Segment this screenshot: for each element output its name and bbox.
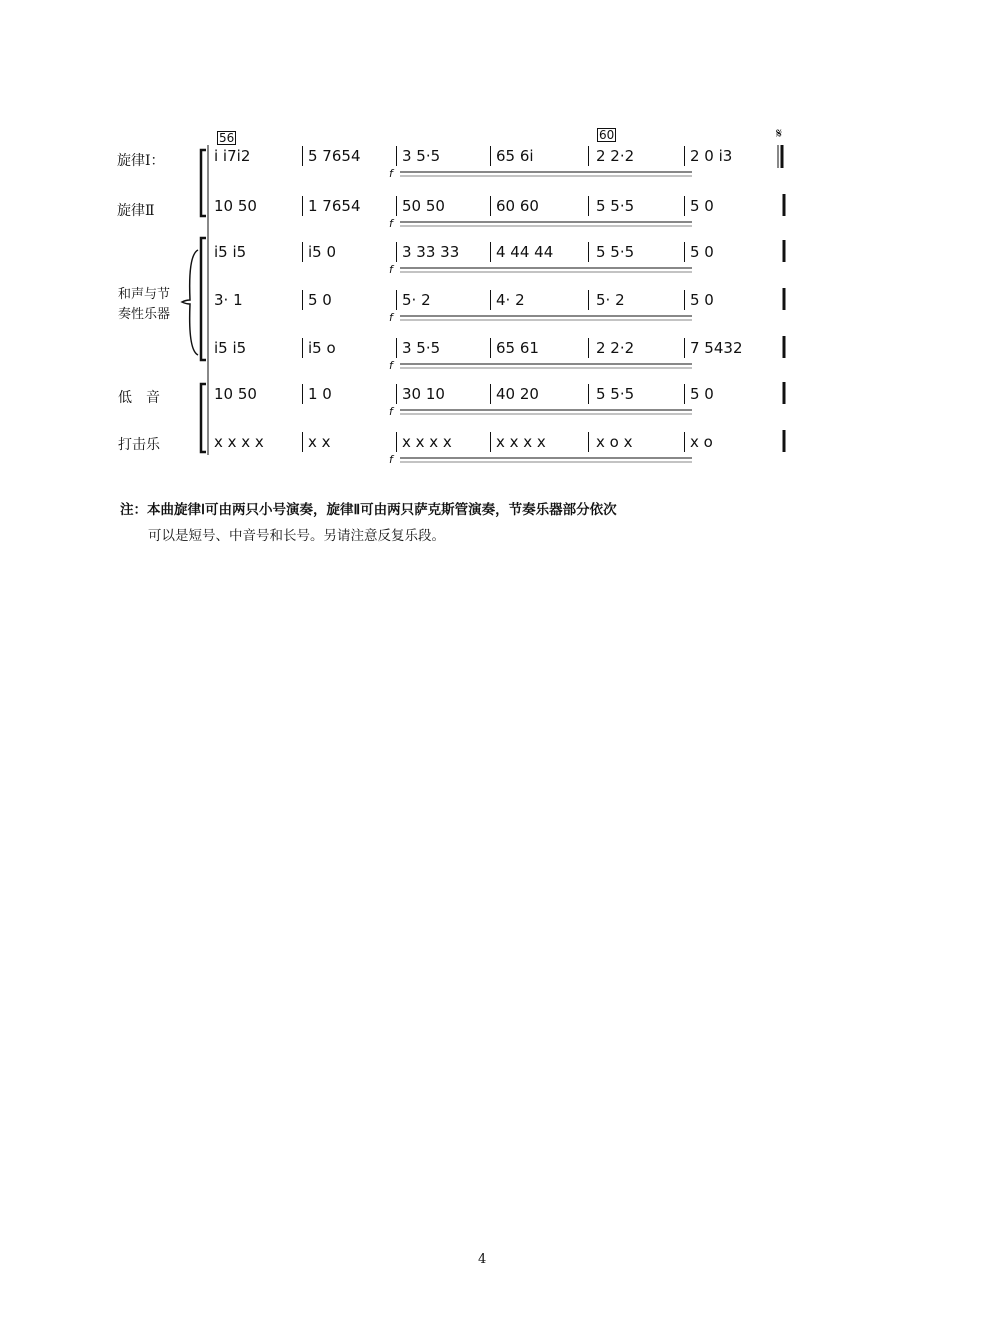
bar-line — [490, 338, 491, 358]
bar-line — [396, 290, 397, 310]
bar-line — [490, 196, 491, 216]
rehearsal-mark-60: 60 — [599, 128, 615, 142]
measure-cell: 30 10 — [402, 385, 445, 403]
dynamic-forte: f — [389, 405, 393, 418]
bar-line — [684, 384, 685, 404]
measure-cell: 5· 2 — [596, 291, 625, 309]
measure-cell: 60 60 — [496, 197, 539, 215]
bar-line — [684, 432, 685, 452]
bar-line — [302, 290, 303, 310]
bar-line — [302, 196, 303, 216]
measure-cell: 65 6i — [496, 147, 534, 165]
measure-cell: 5 5·5 — [596, 243, 635, 261]
measure-cell: 50 50 — [402, 197, 445, 215]
bar-line — [490, 290, 491, 310]
bar-line — [302, 146, 303, 166]
measure-cell: 5· 2 — [402, 291, 431, 309]
measure-cell: 40 20 — [496, 385, 539, 403]
bar-line — [588, 338, 589, 358]
segno-sign: 𝄋 — [776, 126, 783, 142]
measure-cell: x o — [690, 433, 713, 451]
measure-cell: i5 i5 — [214, 339, 247, 357]
bar-line — [302, 338, 303, 358]
measure-cell: 3 33 33 — [402, 243, 460, 261]
dynamic-forte: f — [389, 167, 393, 180]
bar-line — [684, 146, 685, 166]
measure-cell: 4· 2 — [496, 291, 525, 309]
label-percussion: 打击乐 — [118, 437, 160, 453]
measure-cell: 3 5·5 — [402, 339, 441, 357]
bar-line — [396, 338, 397, 358]
bar-line — [684, 290, 685, 310]
page-number: 4 — [478, 1252, 487, 1267]
bar-line — [588, 290, 589, 310]
rehearsal-mark-56: 56 — [219, 131, 235, 145]
dynamic-forte: f — [389, 263, 393, 276]
dynamic-forte: f — [389, 359, 393, 372]
measure-cell: 65 61 — [496, 339, 539, 357]
measure-cell: 7 5432 — [690, 339, 743, 357]
measure-cell: 5 0 — [690, 243, 714, 261]
dynamic-forte: f — [389, 453, 393, 466]
bar-line — [588, 242, 589, 262]
bar-line — [588, 432, 589, 452]
measure-cell: x x — [308, 433, 331, 451]
measure-cell: 2 2·2 — [596, 339, 635, 357]
measure-cell: 5 0 — [308, 291, 332, 309]
bar-line — [684, 338, 685, 358]
label-bass: 低 音 — [118, 390, 160, 406]
measure-cell: 5 5·5 — [596, 385, 635, 403]
measure-cell: i5 i5 — [214, 243, 247, 261]
bar-line — [396, 432, 397, 452]
dynamic-forte: f — [389, 217, 393, 230]
measure-cell: x x x x — [402, 433, 452, 451]
bar-line — [588, 196, 589, 216]
measure-cell: 5 7654 — [308, 147, 361, 165]
measure-cell: i i7i2 — [214, 147, 251, 165]
bar-line — [302, 242, 303, 262]
footnote-line-1: 注：本曲旋律Ⅰ可由两只小号演奏，旋律Ⅱ可由两只萨克斯管演奏，节奏乐器部分依次 — [120, 502, 617, 517]
bar-line — [490, 432, 491, 452]
bar-line — [490, 146, 491, 166]
bar-line — [302, 384, 303, 404]
measure-cell: 2 2·2 — [596, 147, 635, 165]
bar-line — [302, 432, 303, 452]
bar-line — [684, 196, 685, 216]
measure-cell: i5 0 — [308, 243, 337, 261]
measure-cell: x o x — [596, 433, 633, 451]
measure-cell: 3· 1 — [214, 291, 243, 309]
measure-cell: x x x x — [214, 433, 264, 451]
measure-cell: 5 0 — [690, 197, 714, 215]
label-melody-2: 旋律Ⅱ — [117, 203, 155, 219]
footnote-line-2: 可以是短号、中音号和长号。另请注意反复乐段。 — [148, 528, 445, 543]
measure-cell: 2 0 i3 — [690, 147, 733, 165]
measure-cell: 1 7654 — [308, 197, 361, 215]
label-melody-1: 旋律Ⅰ： — [117, 153, 165, 169]
measure-cell: 4 44 44 — [496, 243, 554, 261]
label-harmony-line-1: 和声与节 — [118, 287, 171, 302]
measure-cell: i5 o — [308, 339, 336, 357]
measure-cell: 3 5·5 — [402, 147, 441, 165]
measure-cell: 10 50 — [214, 385, 257, 403]
bar-line — [684, 242, 685, 262]
measure-cell: x x x x — [496, 433, 546, 451]
bar-line — [396, 242, 397, 262]
measure-cell: 1 0 — [308, 385, 332, 403]
bar-line — [396, 384, 397, 404]
bar-line — [396, 196, 397, 216]
bar-line — [490, 242, 491, 262]
bar-line — [588, 384, 589, 404]
measure-cell: 10 50 — [214, 197, 257, 215]
label-harmony-line-2: 奏性乐器 — [118, 307, 171, 322]
measure-cell: 5 0 — [690, 291, 714, 309]
bar-line — [490, 384, 491, 404]
measure-cell: 5 5·5 — [596, 197, 635, 215]
bar-line — [396, 146, 397, 166]
dynamic-forte: f — [389, 311, 393, 324]
measure-cell: 5 0 — [690, 385, 714, 403]
bar-line — [588, 146, 589, 166]
